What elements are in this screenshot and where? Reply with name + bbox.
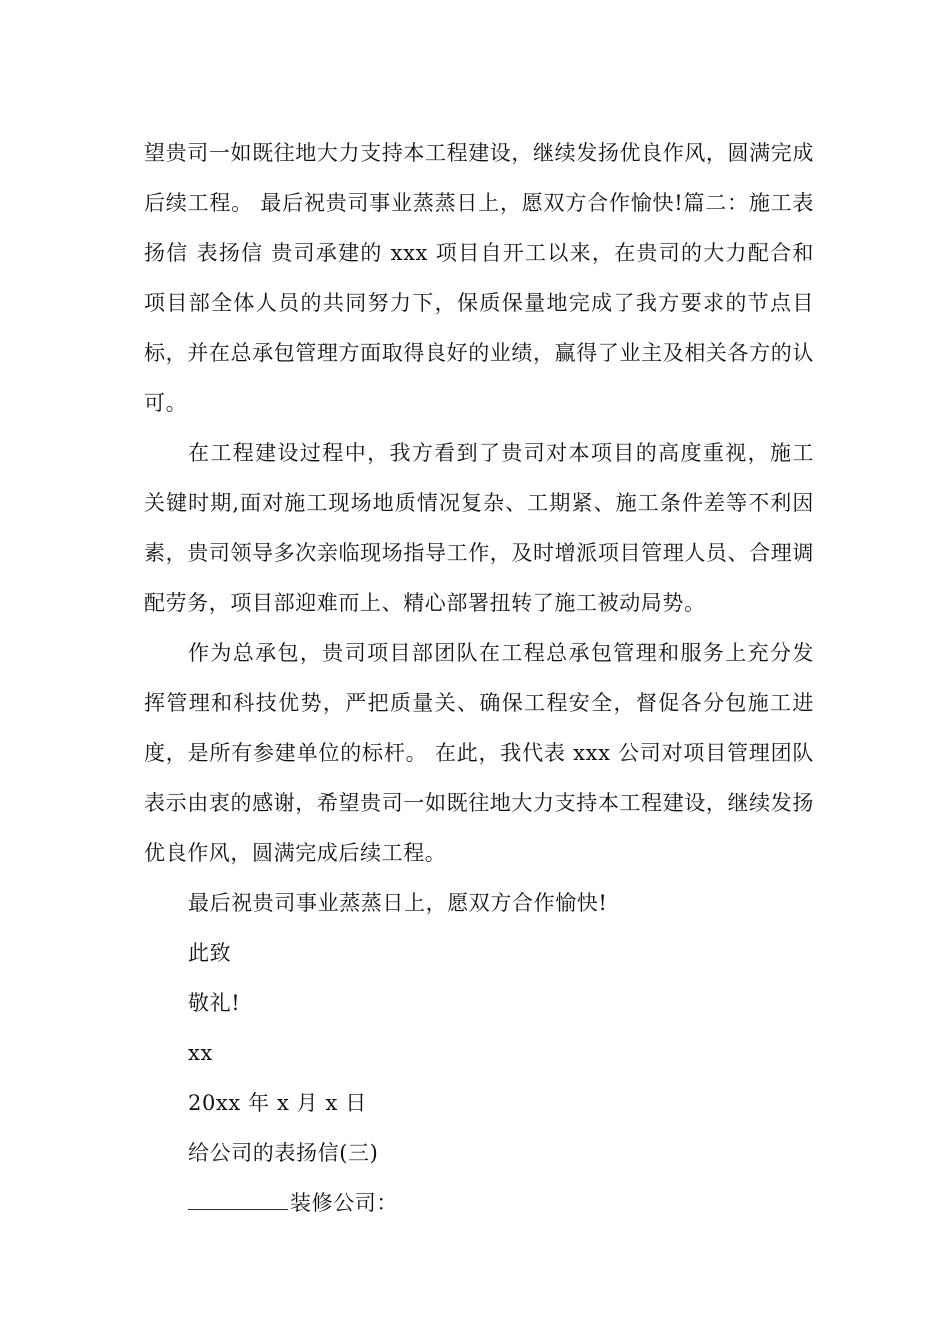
addressee-text: 装修公司：	[290, 1191, 398, 1215]
closing-wish: 最后祝贵司事业蒸蒸日上，愿双方合作愉快!	[188, 891, 608, 915]
date-line: 20xx 年 x 月 x 日	[188, 1091, 367, 1115]
next-letter-title: 给公司的表扬信(三)	[188, 1141, 379, 1165]
salutation-line-2: 敬礼!	[188, 991, 241, 1015]
paragraph-2: 在工程建设过程中，我方看到了贵司对本项目的高度重视，施工关键时期,面对施工现场地质情况复杂、工期紧、施工条件差等不利因素，贵司领导多次亲临现场指导工作，及时增派项目管理人员、合理调配劳务，项目部迎难而上、精心部署扭转了施工被动局势。	[144, 441, 814, 615]
addressee-blank	[188, 1189, 288, 1210]
paragraph-3: 作为总承包，贵司项目部团队在工程总承包管理和服务上充分发挥管理和科技优势，严把质量关、确保工程安全，督促各分包施工进度，是所有参建单位的标杆。 在此，我代表 xxx 公司对项目管理团队表示由衷的感谢，希望贵司一如既往地大力支持本工程建设，继续发扬优良作风，圆满完成后续工程。	[144, 641, 814, 865]
signature: xx	[188, 1041, 213, 1065]
addressee-line	[144, 1178, 814, 1228]
salutation-line-1: 此致	[188, 941, 232, 965]
paragraph-1: 望贵司一如既往地大力支持本工程建设，继续发扬优良作风，圆满完成后续工程。 最后祝贵司事业蒸蒸日上，愿双方合作愉快!篇二：施工表扬信 表扬信 贵司承建的 xxx 项目自开工以来，在贵司的大力配合和项目部全体人员的共同努力下，保质保量地完成了我方要求的节点目标，并在总承包管理方面取得良好的业绩，赢得了业主及相关各方的认可。	[144, 141, 814, 415]
document-body	[144, 128, 814, 1228]
